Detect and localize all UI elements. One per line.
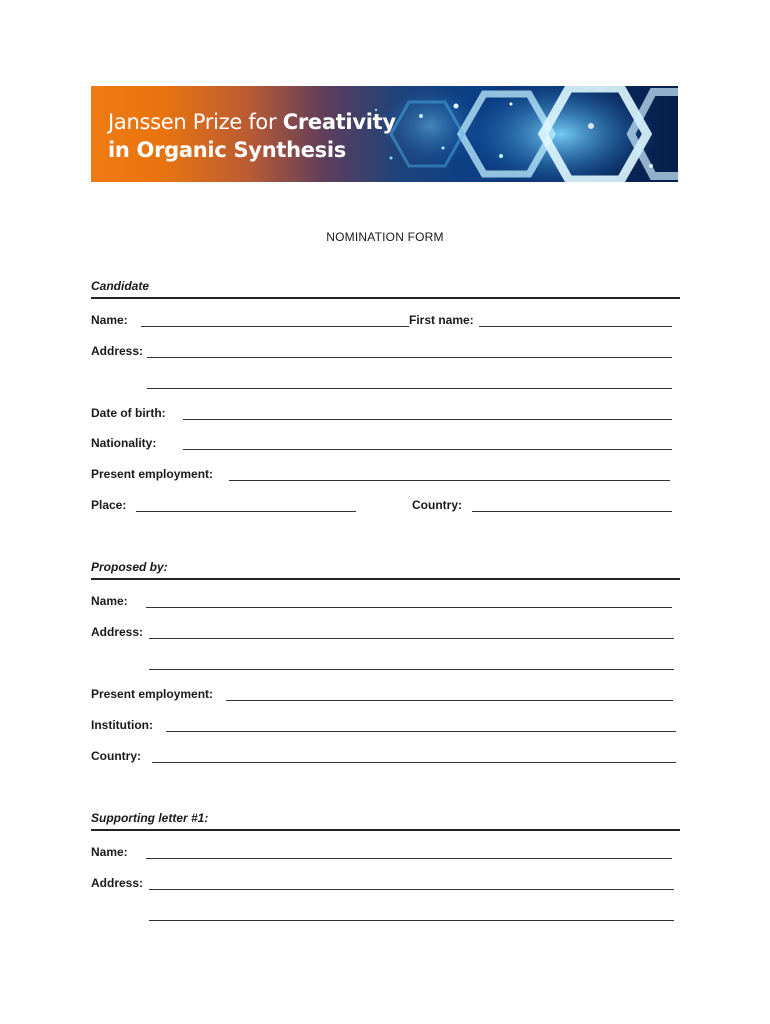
candidate-address-row-2 [91, 375, 680, 391]
banner-title-light: Janssen Prize for [108, 110, 283, 134]
banner-title [108, 108, 396, 164]
address-field[interactable] [147, 357, 672, 358]
support1-address-row [91, 876, 680, 892]
address-label: Address: [91, 344, 144, 358]
section-divider [91, 829, 680, 831]
proposer-employment-row [91, 687, 680, 703]
proposer-address-row-2 [91, 656, 680, 672]
address-field-line-2[interactable] [147, 388, 672, 389]
candidate-nationality-row [91, 436, 680, 452]
place-label: Place: [91, 498, 127, 512]
employment-field[interactable] [229, 480, 670, 481]
proposer-name-field[interactable] [146, 607, 672, 608]
proposer-institution-row [91, 718, 680, 734]
proposer-name-row [91, 594, 680, 610]
proposer-address-row [91, 625, 680, 641]
proposer-employment-label: Present employment: [91, 687, 214, 701]
dob-label: Date of birth: [91, 406, 166, 420]
institution-label: Institution: [91, 718, 153, 732]
proposer-address-field[interactable] [149, 638, 674, 639]
proposer-country-label: Country: [91, 749, 141, 763]
proposer-country-field[interactable] [152, 762, 676, 763]
nationality-label: Nationality: [91, 436, 157, 450]
section-divider [91, 297, 680, 299]
first-name-field[interactable] [479, 326, 672, 327]
support1-address-row-2 [91, 907, 680, 923]
form-title: NOMINATION FORM [326, 230, 444, 244]
proposer-heading: Proposed by: [91, 560, 168, 574]
support1-address-field[interactable] [149, 889, 674, 890]
place-field[interactable] [136, 511, 356, 512]
candidate-dob-row [91, 406, 680, 422]
proposer-address-label: Address: [91, 625, 144, 639]
proposer-name-label: Name: [91, 594, 128, 608]
support1-address-field-line-2[interactable] [149, 920, 674, 921]
institution-field[interactable] [166, 731, 676, 732]
support1-name-field[interactable] [146, 858, 672, 859]
name-label: Name: [91, 313, 128, 327]
candidate-employment-row [91, 467, 680, 483]
candidate-place-row [91, 498, 680, 514]
support1-name-row [91, 845, 680, 861]
support1-address-label: Address: [91, 876, 144, 890]
support1-heading: Supporting letter #1: [91, 811, 209, 825]
dob-field[interactable] [183, 419, 672, 420]
candidate-address-row [91, 344, 680, 360]
prize-banner [91, 86, 678, 182]
country-label: Country: [412, 498, 462, 512]
banner-title-bold: Creativity [282, 110, 396, 134]
proposer-employment-field[interactable] [226, 700, 673, 701]
banner-title-line2: in Organic Synthesis [108, 138, 346, 162]
employment-label: Present employment: [91, 467, 214, 481]
support1-name-label: Name: [91, 845, 128, 859]
section-divider [91, 578, 680, 580]
country-field[interactable] [472, 511, 672, 512]
proposer-address-field-line-2[interactable] [149, 669, 674, 670]
proposer-country-row [91, 749, 680, 765]
candidate-name-row [91, 313, 680, 329]
nationality-field[interactable] [183, 449, 672, 450]
candidate-heading: Candidate [91, 279, 150, 293]
name-field[interactable] [141, 326, 409, 327]
first-name-label: First name: [409, 313, 474, 327]
